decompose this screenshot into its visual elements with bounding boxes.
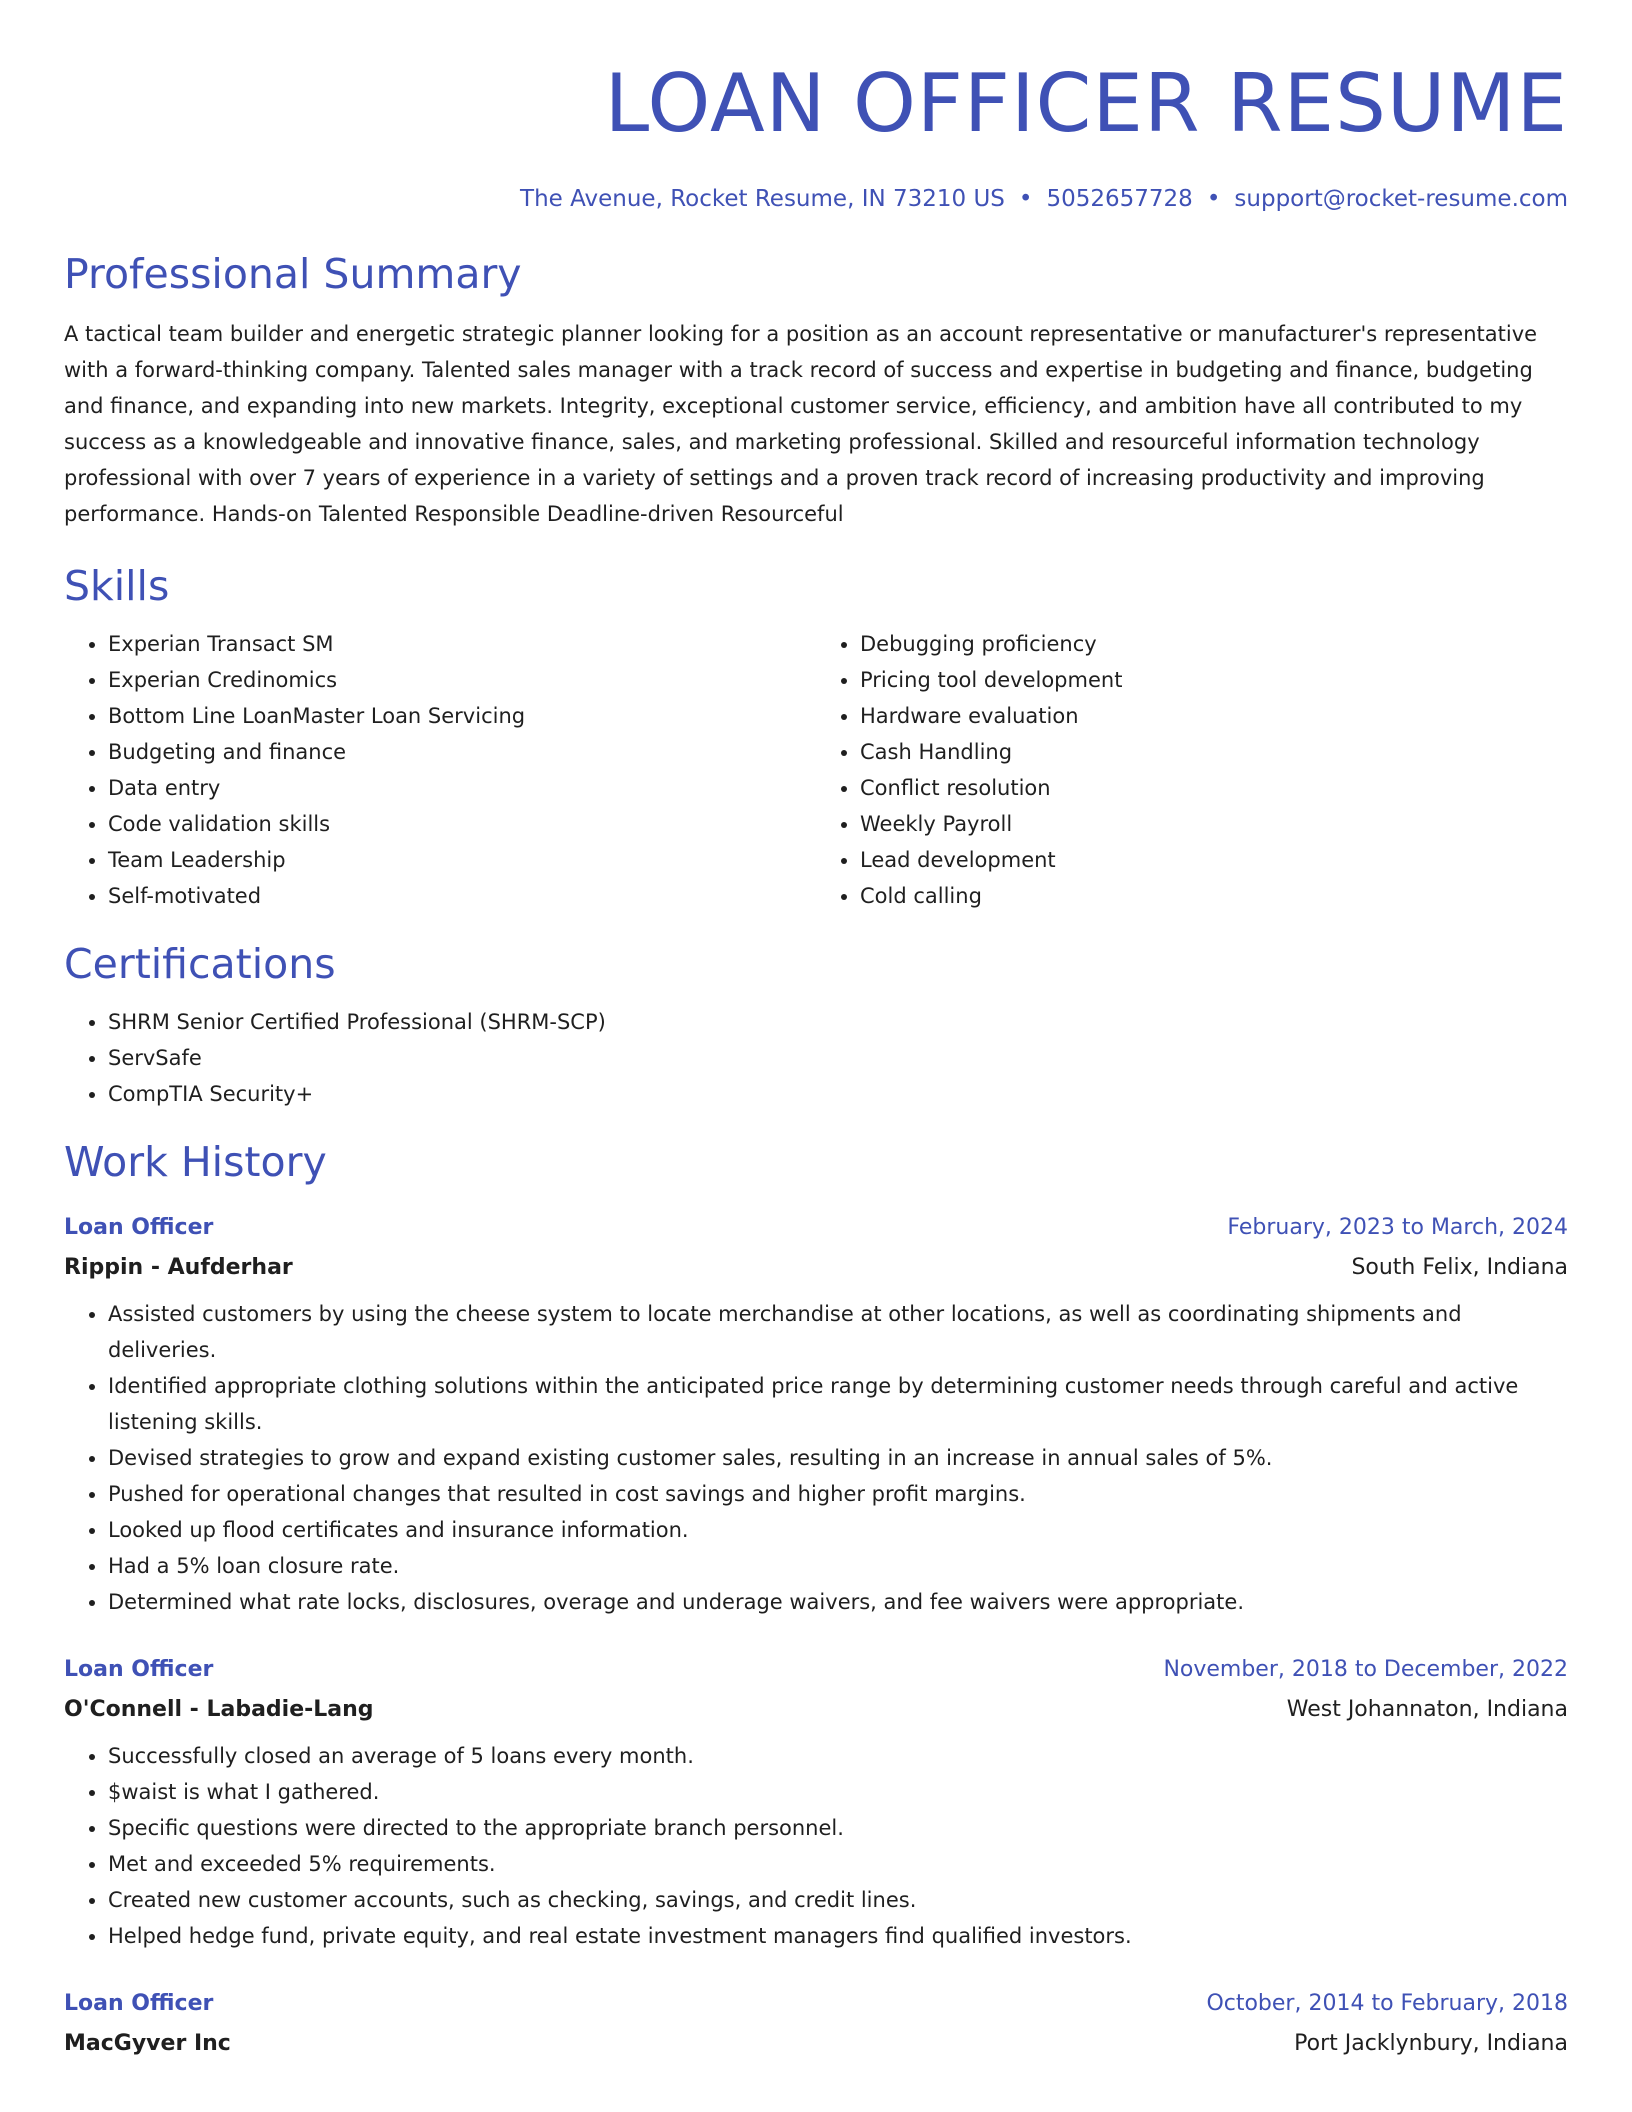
- certification-item: • SHRM Senior Certified Professional (SHRM-SCP): [108, 1004, 1568, 1040]
- job-bullets: [64, 1296, 1568, 1620]
- job-bullet: • Pushed for operational changes that resulted in cost savings and higher profit margins.: [108, 1476, 1568, 1512]
- skill-item: • Budgeting and finance: [108, 734, 816, 770]
- certification-item: • CompTIA Security+: [108, 1076, 1568, 1112]
- skill-item: • Experian Credinomics: [108, 662, 816, 698]
- job-bullet: • Devised strategies to grow and expand existing customer sales, resulting in an increase in annual sales of 5%.: [108, 1440, 1568, 1476]
- certification-item: • ServSafe: [108, 1040, 1568, 1076]
- skill-item: • Code validation skills: [108, 806, 816, 842]
- work-history-heading: Work History: [64, 1138, 327, 1186]
- job-bullet: • Helped hedge fund, private equity, and real estate investment managers find qualified investors.: [108, 1918, 1568, 1954]
- job-entry: [64, 1984, 1568, 2064]
- contact-separator: •: [1018, 186, 1033, 212]
- summary-text: A tactical team builder and energetic strategic planner looking for a position as an account representative or manufacturer's representative with a forward-thinking company. Talented sales manager with a track record of success and expertise in budgeting and finance, budgeting and finance, and expanding into new markets. Integrity, exceptional customer service, efficiency, and ambition have all contributed to my success as a knowledgeable and innovative finance, sales, and marketing professional. Skilled and resourceful information technology professional with over 7 years of experience in a variety of settings and a proven track record of increasing productivity and improving performance. Hands-on Talented Responsible Deadline-driven Resourceful: [64, 322, 1538, 526]
- job-dates: November, 2018 to December, 2022: [1163, 1657, 1568, 1682]
- job-company-row: [64, 1690, 1568, 1730]
- job-location: South Felix, Indiana: [1351, 1255, 1568, 1280]
- skill-item: • Team Leadership: [108, 842, 816, 878]
- job-location: West Johannaton, Indiana: [1286, 1697, 1568, 1722]
- job-bullet: • Created new customer accounts, such as checking, savings, and credit lines.: [108, 1882, 1568, 1918]
- skill-item: • Hardware evaluation: [860, 698, 1568, 734]
- job-entry: [64, 1208, 1568, 1620]
- job-bullet: • Assisted customers by using the cheese system to locate merchandise at other locations, as well as coordinating shipments and deliveries.: [108, 1296, 1568, 1368]
- job-bullet: • Specific questions were directed to the appropriate branch personnel.: [108, 1810, 1568, 1846]
- skill-item: • Cold calling: [860, 878, 1568, 914]
- job-dates: February, 2023 to March, 2024: [1227, 1215, 1568, 1240]
- contact-address: The Avenue, Rocket Resume, IN 73210 US: [520, 186, 1005, 212]
- job-dates: October, 2014 to February, 2018: [1206, 1991, 1568, 2016]
- skills-columns: [64, 626, 1568, 914]
- job-title: Loan Officer: [64, 1991, 214, 2016]
- skill-item: • Experian Transact SM: [108, 626, 816, 662]
- summary-heading: Professional Summary: [64, 250, 522, 298]
- skill-item: • Debugging proficiency: [860, 626, 1568, 662]
- skill-item: • Pricing tool development: [860, 662, 1568, 698]
- contact-line: [64, 182, 1568, 216]
- skill-item: • Cash Handling: [860, 734, 1568, 770]
- contact-separator: •: [1206, 186, 1221, 212]
- skills-left-list: [64, 626, 816, 914]
- job-bullets: [64, 1738, 1568, 1954]
- resume-title: LOAN OFFICER RESUME: [604, 57, 1568, 150]
- job-header-row: [64, 1984, 1568, 2024]
- job-bullet: • Had a 5% loan closure rate.: [108, 1548, 1568, 1584]
- job-title: Loan Officer: [64, 1657, 214, 1682]
- job-company-row: [64, 1248, 1568, 1288]
- skill-item: • Lead development: [860, 842, 1568, 878]
- job-bullet: • Successfully closed an average of 5 loans every month.: [108, 1738, 1568, 1774]
- job-bullet: • Looked up flood certificates and insurance information.: [108, 1512, 1568, 1548]
- job-company-row: [64, 2024, 1568, 2064]
- skill-item: • Weekly Payroll: [860, 806, 1568, 842]
- skill-item: • Data entry: [108, 770, 816, 806]
- job-entry: [64, 1650, 1568, 1954]
- contact-email: support@rocket-resume.com: [1234, 186, 1568, 212]
- job-header-row: [64, 1208, 1568, 1248]
- job-location: Port Jacklynbury, Indiana: [1294, 2031, 1568, 2056]
- job-company: O'Connell - Labadie-Lang: [64, 1697, 374, 1722]
- job-bullet: • Identified appropriate clothing solutions within the anticipated price range by determining customer needs through careful and active listening skills.: [108, 1368, 1568, 1440]
- job-bullet: • Met and exceeded 5% requirements.: [108, 1846, 1568, 1882]
- job-bullet: • $waist is what I gathered.: [108, 1774, 1568, 1810]
- job-title: Loan Officer: [64, 1215, 214, 1240]
- contact-phone: 5052657728: [1046, 186, 1193, 212]
- certifications-list: [64, 1004, 1568, 1112]
- skills-heading: Skills: [64, 562, 170, 610]
- skill-item: • Conflict resolution: [860, 770, 1568, 806]
- job-header-row: [64, 1650, 1568, 1690]
- skill-item: • Self-motivated: [108, 878, 816, 914]
- job-bullet: • Determined what rate locks, disclosures, overage and underage waivers, and fee waivers were appropriate.: [108, 1584, 1568, 1620]
- certifications-heading: Certifications: [64, 940, 336, 988]
- job-company: MacGyver Inc: [64, 2031, 231, 2056]
- job-company: Rippin - Aufderhar: [64, 1255, 293, 1280]
- skills-right-list: [816, 626, 1568, 914]
- skill-item: • Bottom Line LoanMaster Loan Servicing: [108, 698, 816, 734]
